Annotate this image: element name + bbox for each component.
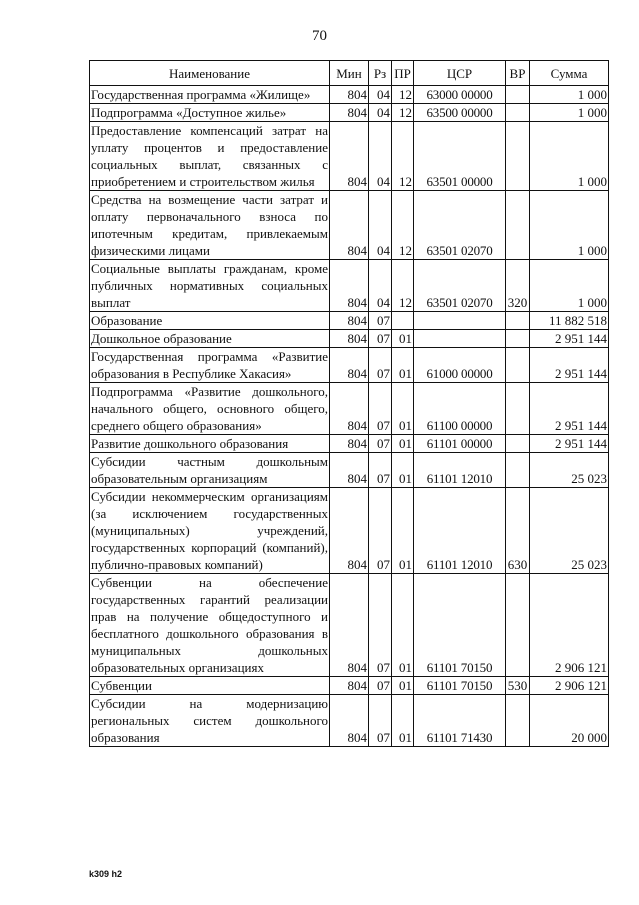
cell-name: Подпрограмма «Доступное жилье» — [90, 104, 330, 122]
cell-min: 804 — [330, 383, 369, 435]
cell-name: Государственная программа «Жилище» — [90, 86, 330, 104]
cell-name: Средства на возмещение части затрат и оплату первоначального взноса по ипотечным кредитам, привлекаемым физическими лицами — [91, 192, 328, 258]
header-sum: Сумма — [530, 61, 609, 86]
header-csr: ЦСР — [414, 61, 506, 86]
cell-pr: 01 — [392, 574, 414, 677]
cell-sum: 11 882 518 — [530, 312, 609, 330]
cell-vr — [506, 330, 530, 348]
cell-name: Субсидии некоммерческим организациям (за исключением государственных (муниципальных) учреждений, государственных корпораций (компаний), публично-правовых компаний) — [91, 489, 328, 572]
cell-rz: 07 — [369, 574, 392, 677]
table-body — [90, 86, 609, 747]
table-row — [90, 260, 609, 312]
cell-min: 804 — [330, 191, 369, 260]
cell-name: Государственная программа «Развитие образования в Республике Хакасия» — [91, 349, 328, 381]
cell-min: 804 — [330, 695, 369, 747]
cell-pr: 01 — [392, 453, 414, 488]
cell-rz: 07 — [369, 453, 392, 488]
cell-min: 804 — [330, 488, 369, 574]
cell-rz: 07 — [369, 348, 392, 383]
cell-vr — [506, 191, 530, 260]
header-pr: ПР — [392, 61, 414, 86]
cell-name: Субсидии частным дошкольным образовательным организациям — [91, 454, 328, 486]
cell-rz: 07 — [369, 312, 392, 330]
header-name: Наименование — [90, 61, 330, 86]
cell-name: Социальные выплаты гражданам, кроме публичных нормативных социальных выплат — [91, 261, 328, 310]
cell-sum: 20 000 — [530, 695, 609, 747]
cell-vr — [506, 86, 530, 104]
cell-pr — [392, 312, 414, 330]
cell-sum: 2 906 121 — [530, 677, 609, 695]
cell-name: Дошкольное образование — [90, 330, 330, 348]
cell-name: Субвенции на обеспечение государственных гарантий реализации прав на получение общедоступного и бесплатного дошкольного образования в муниципальных дошкольных образовательных организациях — [91, 575, 328, 675]
cell-min: 804 — [330, 348, 369, 383]
cell-rz: 07 — [369, 488, 392, 574]
cell-csr: 63000 00000 — [414, 86, 506, 104]
cell-min: 804 — [330, 86, 369, 104]
table-row — [90, 435, 609, 453]
cell-vr — [506, 574, 530, 677]
cell-csr: 63501 00000 — [414, 122, 506, 191]
cell-min: 804 — [330, 122, 369, 191]
cell-rz: 04 — [369, 122, 392, 191]
cell-name: Субсидии на модернизацию региональных систем дошкольного образования — [91, 696, 328, 745]
table-row — [90, 695, 609, 747]
cell-name: Субвенции — [90, 677, 330, 695]
cell-rz: 04 — [369, 191, 392, 260]
cell-pr: 12 — [392, 86, 414, 104]
cell-sum: 2 906 121 — [530, 574, 609, 677]
table-row — [90, 488, 609, 574]
cell-csr: 61000 00000 — [414, 348, 506, 383]
cell-vr — [506, 453, 530, 488]
cell-csr — [414, 312, 506, 330]
cell-csr: 61101 00000 — [414, 435, 506, 453]
table-header-row — [90, 61, 609, 86]
cell-min: 804 — [330, 260, 369, 312]
cell-min: 804 — [330, 435, 369, 453]
cell-sum: 1 000 — [530, 122, 609, 191]
cell-name: Предоставление компенсаций затрат на уплату процентов и предоставление социальных выплат, связанных с приобретением и строительством жилья — [91, 123, 328, 189]
cell-csr: 61101 71430 — [414, 695, 506, 747]
cell-csr: 61101 70150 — [414, 677, 506, 695]
cell-pr: 01 — [392, 677, 414, 695]
cell-vr — [506, 312, 530, 330]
cell-vr — [506, 348, 530, 383]
cell-rz: 07 — [369, 695, 392, 747]
cell-sum: 1 000 — [530, 191, 609, 260]
cell-pr: 01 — [392, 695, 414, 747]
table-row — [90, 383, 609, 435]
budget-table — [89, 60, 609, 747]
cell-vr — [506, 695, 530, 747]
cell-pr: 01 — [392, 348, 414, 383]
cell-min: 804 — [330, 330, 369, 348]
cell-name: Подпрограмма «Развитие дошкольного, начального общего, основного общего, среднего общего образования» — [91, 384, 328, 433]
table-row — [90, 348, 609, 383]
cell-sum: 2 951 144 — [530, 435, 609, 453]
cell-vr — [506, 435, 530, 453]
cell-min: 804 — [330, 574, 369, 677]
cell-vr — [506, 122, 530, 191]
cell-csr: 61101 12010 — [414, 453, 506, 488]
cell-vr — [506, 104, 530, 122]
cell-csr: 61101 70150 — [414, 574, 506, 677]
cell-pr: 01 — [392, 383, 414, 435]
table-row — [90, 104, 609, 122]
cell-csr — [414, 330, 506, 348]
cell-vr: 630 — [506, 488, 530, 574]
cell-sum: 2 951 144 — [530, 330, 609, 348]
table-row — [90, 453, 609, 488]
cell-sum: 25 023 — [530, 488, 609, 574]
table-row — [90, 122, 609, 191]
cell-csr: 61100 00000 — [414, 383, 506, 435]
header-rz: Рз — [369, 61, 392, 86]
cell-sum: 25 023 — [530, 453, 609, 488]
cell-pr: 12 — [392, 104, 414, 122]
table-row — [90, 574, 609, 677]
cell-vr: 530 — [506, 677, 530, 695]
cell-rz: 07 — [369, 677, 392, 695]
cell-pr: 01 — [392, 330, 414, 348]
cell-csr: 61101 12010 — [414, 488, 506, 574]
cell-sum: 2 951 144 — [530, 383, 609, 435]
cell-csr: 63501 02070 — [414, 260, 506, 312]
table-row — [90, 191, 609, 260]
cell-name: Образование — [90, 312, 330, 330]
cell-min: 804 — [330, 453, 369, 488]
cell-vr: 320 — [506, 260, 530, 312]
cell-sum: 1 000 — [530, 86, 609, 104]
cell-min: 804 — [330, 677, 369, 695]
footer-code: k309 h2 — [89, 869, 123, 879]
cell-sum: 1 000 — [530, 260, 609, 312]
cell-pr: 12 — [392, 122, 414, 191]
cell-pr: 12 — [392, 191, 414, 260]
table-row — [90, 330, 609, 348]
cell-pr: 01 — [392, 488, 414, 574]
cell-rz: 04 — [369, 104, 392, 122]
cell-sum: 2 951 144 — [530, 348, 609, 383]
cell-rz: 04 — [369, 86, 392, 104]
cell-csr: 63501 02070 — [414, 191, 506, 260]
table-row — [90, 677, 609, 695]
table-row — [90, 86, 609, 104]
cell-pr: 12 — [392, 260, 414, 312]
table-row — [90, 312, 609, 330]
cell-name: Развитие дошкольного образования — [90, 435, 330, 453]
cell-min: 804 — [330, 312, 369, 330]
cell-csr: 63500 00000 — [414, 104, 506, 122]
cell-rz: 07 — [369, 330, 392, 348]
cell-rz: 07 — [369, 383, 392, 435]
header-vr: ВР — [506, 61, 530, 86]
page-number: 70 — [312, 28, 327, 44]
cell-rz: 07 — [369, 435, 392, 453]
cell-pr: 01 — [392, 435, 414, 453]
cell-rz: 04 — [369, 260, 392, 312]
cell-vr — [506, 383, 530, 435]
cell-min: 804 — [330, 104, 369, 122]
cell-sum: 1 000 — [530, 104, 609, 122]
header-min: Мин — [330, 61, 369, 86]
